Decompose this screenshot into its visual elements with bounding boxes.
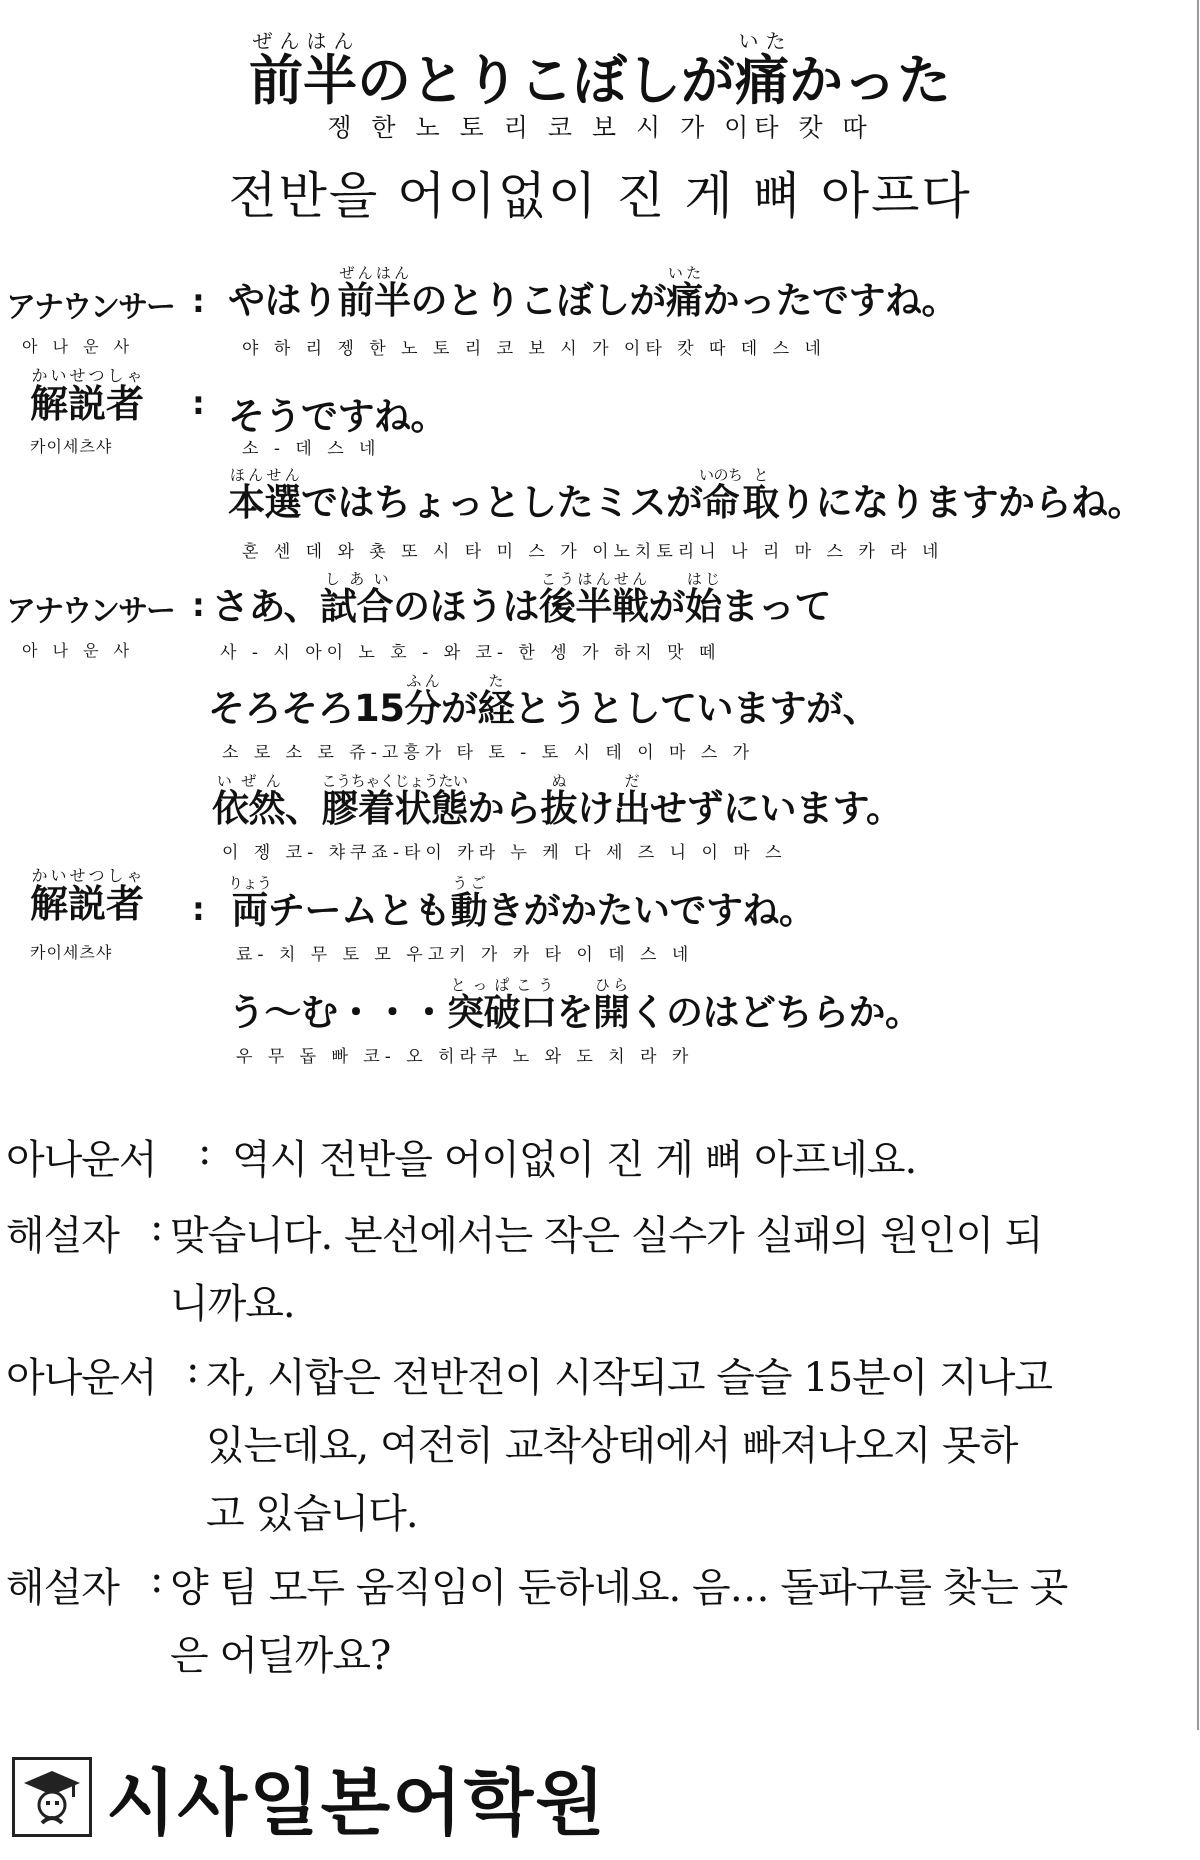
- title-japanese: 前半ぜんはんのとりこぼしが痛いたかった: [249, 29, 951, 112]
- translation-line-3b: 있는데요, 여전히 교착상태에서 빠져나오지 못하: [206, 1423, 1018, 1469]
- colon-4: :: [192, 890, 205, 928]
- reading-line-3: 혼 센 데 와 춋 또 시 타 미 스 가 이노치토리니 나 리 마 스 카 라 네: [242, 542, 944, 562]
- translation-speaker-3: 아나운서: [6, 1355, 157, 1401]
- translation-line-3a: 자, 시합은 전반전이 시작되고 슬슬 15분이 지나고: [206, 1355, 1053, 1401]
- translation-line-3c: 고 있습니다.: [206, 1491, 418, 1537]
- speaker-reading-commentator-2: 카이세츠샤: [30, 943, 113, 962]
- translation-line-4a: 양 팀 모두 움직임이 둔하네요. 음… 돌파구를 찾는 곳: [170, 1565, 1068, 1611]
- translation-colon-1: :: [198, 1128, 211, 1174]
- translation-line-4b: 은 어딜까요?: [170, 1633, 391, 1679]
- translation-line-2a: 맞습니다. 본선에서는 작은 실수가 실패의 원인이 되: [170, 1213, 1043, 1259]
- title-reading: 젱 한 노 토 리 코 보 시 가 이타 캇 따: [327, 113, 873, 142]
- translation-speaker-1: 아나운서: [6, 1137, 157, 1183]
- translation-colon-4: :: [150, 1556, 163, 1602]
- reading-line-6: 이 젱 코- 챠쿠죠-타이 카라 누 케 다 세 즈 니 이 마 스: [222, 843, 787, 863]
- translation-line-1: 역시 전반을 어이없이 진 게 뼈 아프네요.: [232, 1137, 917, 1183]
- reading-line-2: 소 - 데 스 네: [242, 439, 381, 459]
- speaker-commentator-2: 解説者かいせつしゃ: [30, 866, 145, 926]
- translation-line-2b: 니까요.: [170, 1281, 295, 1327]
- colon-2: :: [192, 384, 205, 422]
- dialogue-line-2: そうですね。: [228, 395, 447, 438]
- speaker-commentator-1: 解説者かいせつしゃ: [30, 366, 145, 426]
- reading-line-8: 우 무 돕 빠 코- 오 히라쿠 노 와 도 치 라 카: [236, 1047, 694, 1067]
- colon-1: :: [192, 282, 205, 320]
- speaker-reading-commentator-1: 카이세츠샤: [30, 437, 113, 456]
- dialogue-line-1: やはり前半ぜんはんのとりこぼしが痛いたかったですね。: [228, 264, 958, 322]
- logo-text: 시사일본어학원: [106, 1761, 607, 1845]
- dialogue-line-8: う～む・・・突破口とっぱこうを開ひらくのはどちらか。: [228, 976, 922, 1034]
- dialogue-line-4: さあ、試合しあいのほうは後半戦こうはんせんが始はじまって: [212, 570, 832, 628]
- reading-line-1: 야 하 리 젱 한 노 토 리 코 보 시 가 이타 캇 따 데 스 네: [242, 339, 826, 359]
- academy-logo: [12, 1745, 607, 1849]
- dialogue-line-3: 本選ほんせんではちょっとしたミスが命いのち取とりになりますからね。: [228, 466, 1144, 524]
- dialogue-line-5: そろそろ15分ふんが経たとうとしていますが、: [208, 672, 879, 730]
- speaker-reading-announcer-2: 아 나 운 사: [22, 641, 135, 660]
- title-korean: 전반을 어이없이 진 게 뼈 아프다: [228, 167, 972, 225]
- colon-3: :: [192, 586, 205, 624]
- translation-colon-2: :: [150, 1204, 163, 1250]
- translation-speaker-2: 해설자: [6, 1213, 119, 1259]
- graduate-cap-icon: [12, 1757, 92, 1837]
- speaker-reading-announcer-1: 아 나 운 사: [22, 337, 135, 356]
- speaker-announcer-1: アナウンサー: [6, 290, 174, 325]
- translation-colon-3: :: [186, 1346, 199, 1392]
- speaker-announcer-2: アナウンサー: [6, 594, 174, 629]
- dialogue-line-6: 依然いぜん、膠着状態こうちゃくじょうたいから抜ぬけ出だせずにいます。: [212, 772, 903, 830]
- reading-line-7: 료- 치 무 토 모 우고키 가 카 타 이 데 스 네: [236, 945, 694, 965]
- reading-line-5: 소 로 소 로 쥬-고흥가 타 토 - 토 시 테 이 마 스 가: [222, 743, 755, 763]
- dialogue-line-7: 両りょうチームとも動うごきがかたいですね。: [228, 874, 816, 932]
- right-border-line: [1197, 0, 1199, 1730]
- reading-line-4: 사 - 시 아이 노 호 - 와 코- 한 셍 가 하지 맛 떼: [220, 643, 721, 663]
- translation-speaker-4: 해설자: [6, 1565, 119, 1611]
